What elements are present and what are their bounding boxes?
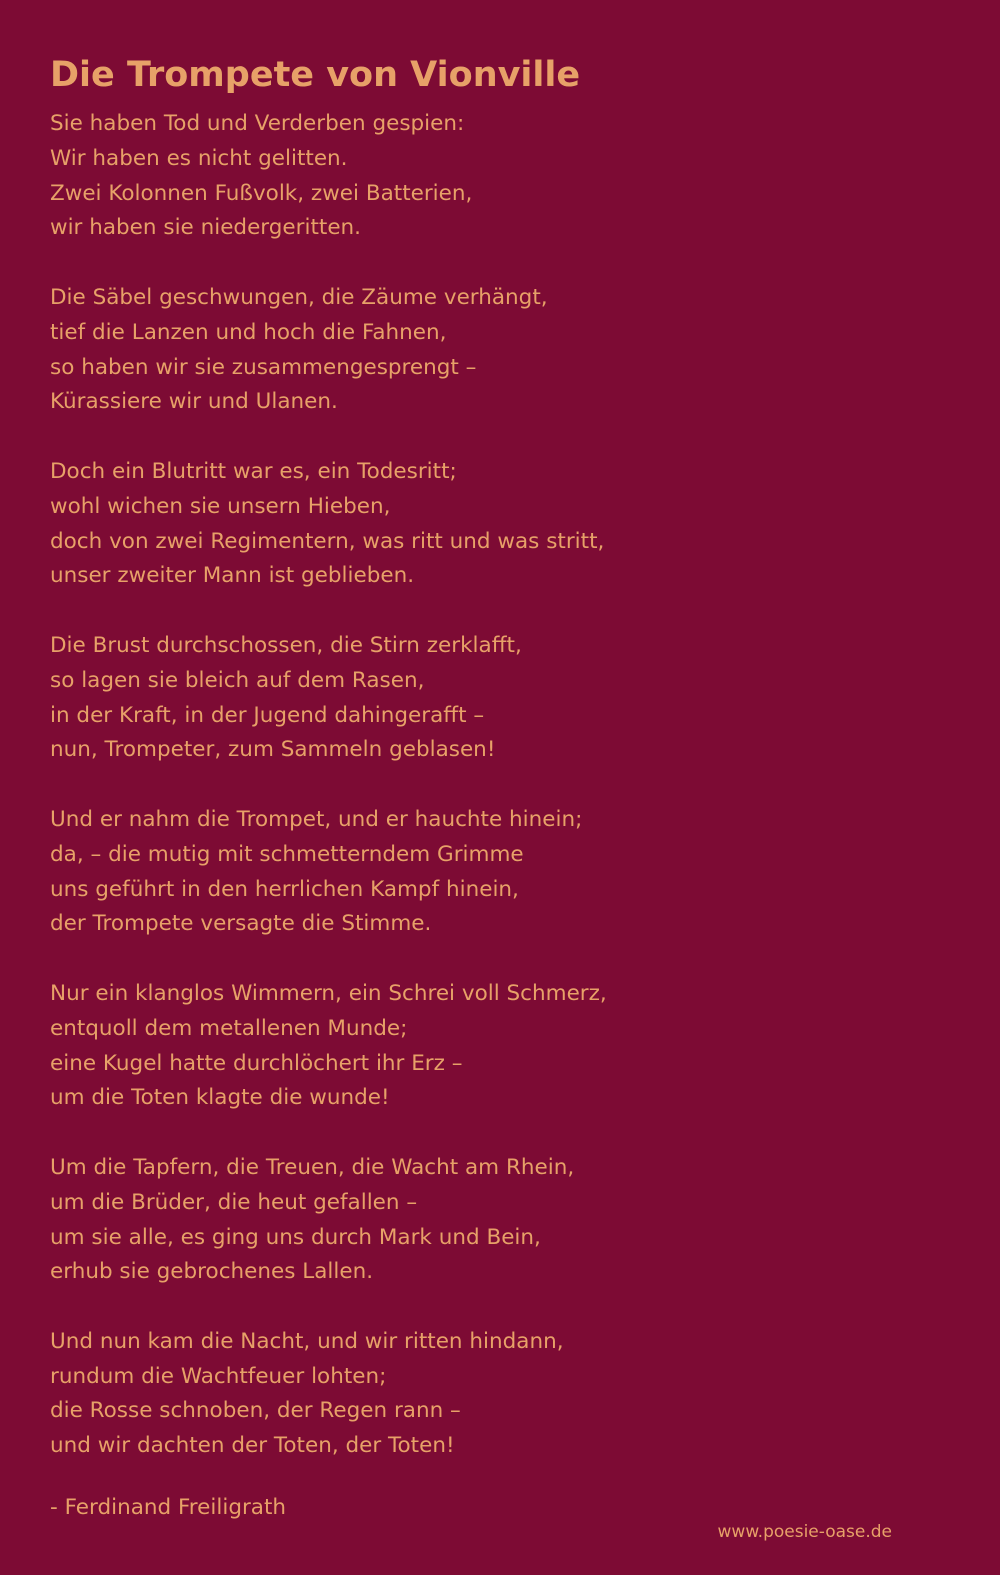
verse-line: nun, Trompeter, zum Sammeln geblasen! <box>50 737 496 763</box>
poem-body <box>50 107 950 1464</box>
poem-card <box>50 52 950 1464</box>
verse-line: Und er nahm die Trompet, und er hauchte hinein; <box>50 806 583 832</box>
verse-line: uns geführt in den herrlichen Kampf hinein, <box>50 876 519 902</box>
verse-line: Sie haben Tod und Verderben gespien: <box>50 111 465 136</box>
stanza <box>50 107 950 246</box>
verse-line: der Trompete versagte die Stimme. <box>50 911 432 937</box>
verse-line: in der Kraft, in der Jugend dahingerafft – <box>50 702 485 728</box>
verse-line: wohl wichen sie unsern Hieben, <box>50 493 391 519</box>
verse-line: unser zweiter Mann ist geblieben. <box>50 563 415 589</box>
verse-line: Zwei Kolonnen Fußvolk, zwei Batterien, <box>50 180 473 206</box>
author-signature: - Ferdinand Freiligrath <box>50 1495 287 1520</box>
verse-line: wir haben sie niedergeritten. <box>50 215 362 241</box>
verse-line: und wir dachten der Toten, der Toten! <box>50 1433 455 1459</box>
verse-line: um die Toten klagte die wunde! <box>50 1085 390 1111</box>
stanza <box>50 803 950 942</box>
verse-line: erhub sie gebrochenes Lallen. <box>50 1259 374 1285</box>
verse-line: entquoll dem metallenen Munde; <box>50 1015 408 1041</box>
stanza <box>50 281 950 420</box>
poem-title: Die Trompete von Vionville <box>50 55 581 95</box>
verse-line: rundum die Wachtfeuer lohten; <box>50 1363 387 1389</box>
verse-line: doch von zwei Regimentern, was ritt und was stritt, <box>50 528 605 554</box>
verse-line: die Rosse schnoben, der Regen rann – <box>50 1398 461 1424</box>
verse-line: eine Kugel hatte durchlöchert ihr Erz – <box>50 1050 463 1076</box>
verse-line: Kürassiere wir und Ulanen. <box>50 389 338 415</box>
website-watermark: www.poesie-oase.de <box>717 1522 892 1542</box>
stanza <box>50 977 950 1116</box>
verse-line: Die Säbel geschwungen, die Zäume verhängt, <box>50 284 548 310</box>
stanza <box>50 1325 950 1464</box>
stanza <box>50 455 950 594</box>
verse-line: tief die Lanzen und hoch die Fahnen, <box>50 319 447 345</box>
verse-line: Die Brust durchschossen, die Stirn zerklafft, <box>50 632 522 658</box>
verse-line: Um die Tapfern, die Treuen, die Wacht am Rhein, <box>50 1154 575 1180</box>
verse-line: so haben wir sie zusammengesprengt – <box>50 354 477 380</box>
stanza <box>50 1151 950 1290</box>
verse-line: Wir haben es nicht gelitten. <box>50 145 348 171</box>
verse-line: so lagen sie bleich auf dem Rasen, <box>50 667 425 693</box>
verse-line: Doch ein Blutritt war es, ein Todesritt; <box>50 458 457 484</box>
verse-line: um die Brüder, die heut gefallen – <box>50 1189 418 1215</box>
verse-line: Und nun kam die Nacht, und wir ritten hindann, <box>50 1328 564 1354</box>
verse-line: um sie alle, es ging uns durch Mark und Bein, <box>50 1224 541 1250</box>
stanza <box>50 629 950 768</box>
verse-line: da, – die mutig mit schmetterndem Grimme <box>50 841 524 867</box>
verse-line: Nur ein klanglos Wimmern, ein Schrei voll Schmerz, <box>50 980 607 1006</box>
